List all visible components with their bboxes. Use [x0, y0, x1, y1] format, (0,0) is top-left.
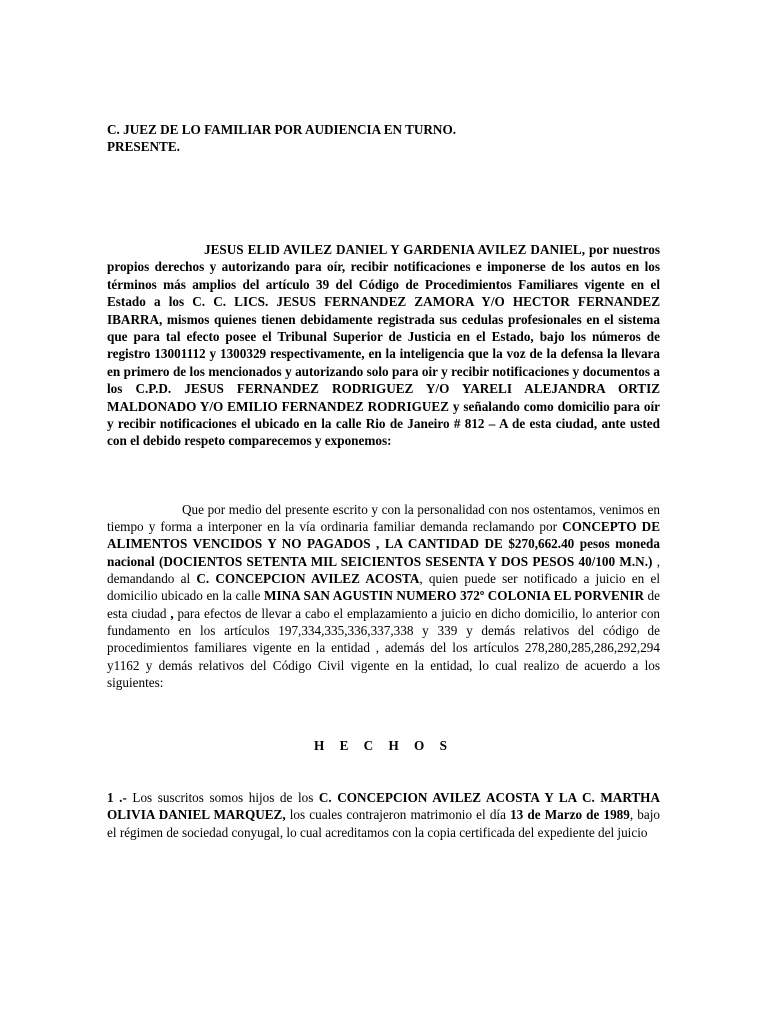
marriage-date: 13 de Marzo de 1989 — [510, 807, 630, 823]
section-title-hechos: H E C H O S — [314, 738, 453, 754]
claim-text-5: para efectos de llevar a cabo el emplazamiento a juicio en dicho domicilio, lo anterior con fundamento en los artículos 197,334,335,336,337,338 y 339 y demás relativos del código de procedimientos familiares vigente en la entidad , además del los artículos 278,280,285,286,292,294 y1162 y demás relativos del Código Civil vigente en la entidad, lo cual realizo de acuerdo a los siguientes: — [107, 605, 661, 690]
claim-text-2: , demandando al — [107, 553, 661, 587]
claim-text-1: Que por medio del presente escrito y con la personalidad con nos ostentamos, venimos en tiempo y forma a interponer en la vía ordinaria familiar demanda reclamando por — [107, 501, 660, 535]
claim-text-3: , quien puede ser notificado a juicio en el domicilio ubicado en la calle — [107, 571, 660, 604]
claim-paragraph — [107, 501, 660, 691]
fact-number: 1 .- — [107, 790, 127, 806]
fact-text-2: los cuales contrajeron matrimonio el día — [285, 807, 511, 823]
fact-text-1: Los suscritos somos hijos de los — [126, 790, 319, 806]
claim-text-4: de esta ciudad — [107, 588, 660, 621]
claim-concept: CONCEPTO DE ALIMENTOS VENCIDOS Y NO PAGADOS , LA CANTIDAD DE $270,662.40 pesos moneda nacional (DOCIENTOS SETENTA MIL SEICIENTOS SESENTA Y DOS PESOS 40/100 M.N.) — [107, 519, 660, 569]
fact-text-3: , bajo el régimen de sociedad conyugal, lo cual acreditamos con la copia certificada del expediente del juicio — [107, 807, 660, 840]
claim-comma: , — [170, 605, 174, 621]
parents-names: C. CONCEPCION AVILEZ ACOSTA Y LA C. MARTHA OLIVIA DANIEL MARQUEZ, — [107, 790, 660, 823]
defendant-address: MINA SAN AGUSTIN NUMERO 372º COLONIA EL PORVENIR — [264, 588, 644, 604]
intro-paragraph: JESUS ELID AVILEZ DANIEL Y GARDENIA AVILEZ DANIEL, por nuestros propios derechos y autorizando para oír, recibir notificaciones e imponerse de los autos en los términos más amplios del artículo 39 del Código de Procedimientos Familiares vigente en el Estado a los C. C. LICS. JESUS FERNANDEZ ZAMORA Y/O HECTOR FERNANDEZ IBARRA, mismos quienes tienen debidamente registrada sus cedulas profesionales en el sistema que para tal efecto posee el Tribunal Superior de Justicia en el Estado, bajo los números de registro 13001112 y 1300329 respectivamente, en la inteligencia que la voz de la defensa la llevara en primero de los mencionados y autorizando solo para oir y recibir notificaciones y documentos a los C.P.D. JESUS FERNANDEZ RODRIGUEZ Y/O YARELI ALEJANDRA ORTIZ MALDONADO Y/O EMILIO FERNANDEZ RODRIGUEZ y señalando como domicilio para oír y recibir notificaciones el ubicado en la calle Rio de Janeiro # 812 – A de esta ciudad, ante usted con el debido respeto comparecemos y exponemos: — [107, 242, 660, 449]
addressee-line: C. JUEZ DE LO FAMILIAR POR AUDIENCIA EN TURNO. — [107, 122, 457, 137]
fact-1-paragraph — [107, 789, 660, 841]
document-page — [107, 121, 660, 854]
defendant-name: C. CONCEPCION AVILEZ ACOSTA — [196, 571, 420, 587]
present-line: PRESENTE. — [107, 139, 180, 154]
